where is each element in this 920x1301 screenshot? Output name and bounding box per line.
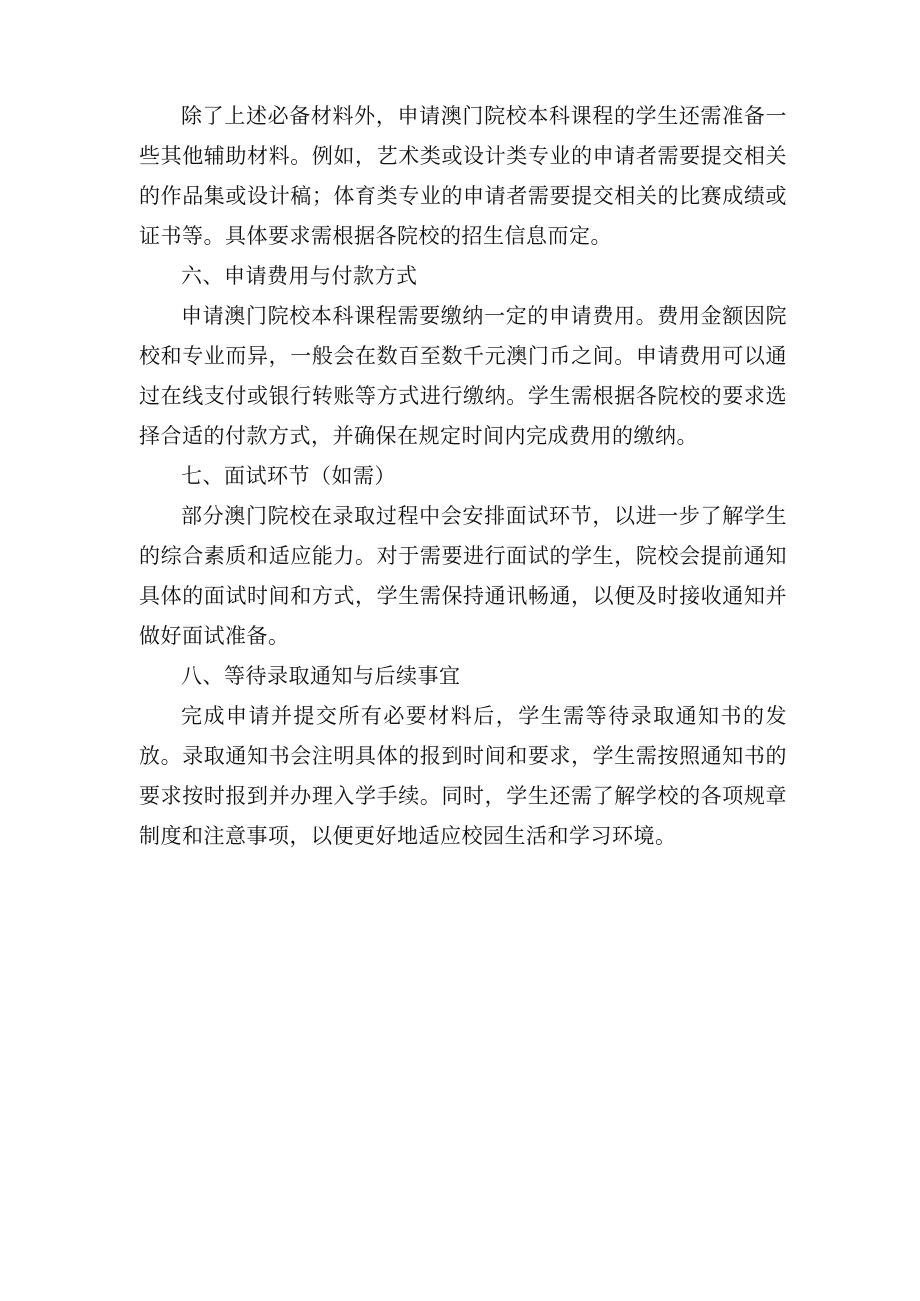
paragraph-fees: 申请澳门院校本科课程需要缴纳一定的申请费用。费用金额因院校和专业而异，一般会在数百至数千元澳门币之间。申请费用可以通过在线支付或银行转账等方式进行缴纳。学生需根据各院校的要求选择合适的付款方式，并确保在规定时间内完成费用的缴纳。 [139, 304, 787, 448]
section-heading-interview: 七、面试环节（如需） [181, 464, 396, 488]
paragraph-supplementary-materials: 除了上述必备材料外，申请澳门院校本科课程的学生还需准备一些其他辅助材料。例如，艺术类或设计类专业的申请者需要提交相关的作品集或设计稿；体育类专业的申请者需要提交相关的比赛成绩或证书等。具体要求需根据各院校的招生信息而定。 [139, 104, 787, 248]
section-heading-admission-notice: 八、等待录取通知与后续事宜 [181, 664, 461, 688]
paragraph-interview: 部分澳门院校在录取过程中会安排面试环节，以进一步了解学生的综合素质和适应能力。对于需要进行面试的学生，院校会提前通知具体的面试时间和方式，学生需保持通讯畅通，以便及时接收通知并做好面试准备。 [139, 504, 787, 648]
document-body [139, 96, 787, 856]
paragraph-admission-notice: 完成申请并提交所有必要材料后，学生需等待录取通知书的发放。录取通知书会注明具体的报到时间和要求，学生需按照通知书的要求按时报到并办理入学手续。同时，学生还需了解学校的各项规章制度和注意事项，以便更好地适应校园生活和学习环境。 [139, 704, 787, 848]
section-heading-fees: 六、申请费用与付款方式 [181, 264, 418, 288]
